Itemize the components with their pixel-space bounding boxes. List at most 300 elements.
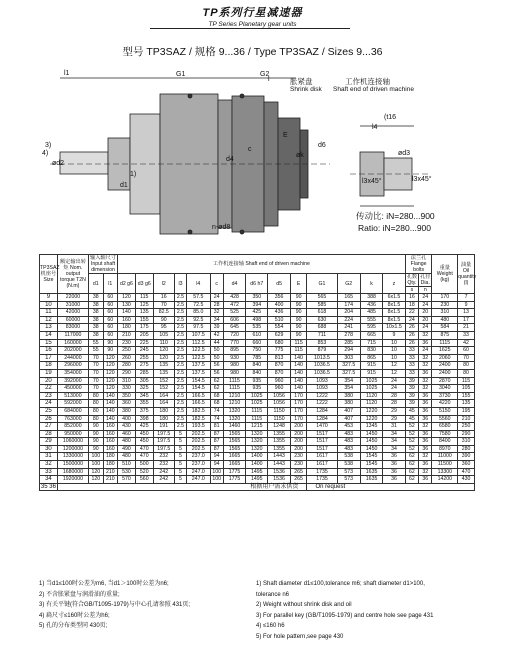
table-cell: 660 (246, 339, 268, 347)
table-cell: 840 (246, 362, 268, 370)
table-cell: 120 (153, 347, 174, 355)
table-cell: 852000 (57, 423, 88, 431)
table-cell: 1248 (268, 423, 290, 431)
table-cell: 935 (246, 385, 268, 393)
size-cell: 9 (40, 294, 58, 302)
table-cell: 20 (419, 316, 432, 324)
table-cell: 1220 (360, 407, 382, 415)
table-cell: 2.5 (174, 324, 186, 332)
table-cell: 152 (153, 385, 174, 393)
table-cell: 39 (405, 400, 418, 408)
table-cell: 490 (118, 445, 136, 453)
table-cell: 2.5 (174, 407, 186, 415)
label-e: E (283, 132, 288, 139)
table-cell: 290 (118, 369, 136, 377)
size-cell: 29 (40, 438, 58, 446)
head-flange: 法兰孔 Flange bolts (405, 255, 432, 274)
table-cell: 915 (360, 369, 382, 377)
table-cell: 618 (307, 309, 337, 317)
table-cell: 10 (383, 347, 405, 355)
table-cell: 265 (290, 476, 307, 484)
table-cell: 230 (432, 301, 458, 309)
table-cell: 197.5 (153, 430, 174, 438)
table-cell: 120 (103, 369, 118, 377)
table-cell: 120 (89, 468, 103, 476)
table-cell: 62 (210, 385, 223, 393)
table-cell: 13300 (432, 468, 458, 476)
table-cell: 52 (405, 445, 418, 453)
table-cell: 90 (89, 423, 103, 431)
table-cell: 34 (383, 445, 405, 453)
table-cell: 1320 (246, 430, 268, 438)
table-cell: 68 (210, 400, 223, 408)
table-cell: 1545 (360, 453, 382, 461)
table-cell: 247.0 (187, 476, 210, 484)
table-cell: 92.5 (187, 316, 210, 324)
table-cell: 398 (135, 415, 153, 423)
table-cell: 232 (153, 461, 174, 469)
table-cell: 354 (337, 385, 360, 393)
table-cell: 11500 (432, 461, 458, 469)
table-cell: 95 (153, 324, 174, 332)
table-cell: 250 (458, 423, 475, 431)
table-cell: 483 (337, 445, 360, 453)
label-mark4: 4) (42, 150, 49, 157)
table-row-on-request (40, 483, 475, 491)
table-cell: 174 (337, 301, 360, 309)
table-cell: 394 (246, 301, 268, 309)
table-cell: 90 (290, 294, 307, 302)
table-cell: 573 (337, 476, 360, 484)
table-cell: 62 (405, 468, 418, 476)
table-cell: 763000 (57, 415, 88, 423)
notes-en (256, 579, 433, 642)
table-cell: 36 (383, 468, 405, 476)
table-cell: 120 (103, 377, 118, 385)
table-row (40, 316, 475, 324)
table-cell: 460 (118, 430, 136, 438)
head-hole: 孔数 Qty. (406, 274, 418, 286)
table-cell: 6x1.5 (383, 294, 405, 302)
table-cell: 140 (290, 369, 307, 377)
table-cell: 785 (246, 354, 268, 362)
page-header (0, 4, 505, 28)
table-cell: 1450 (360, 445, 382, 453)
table-cell: 38 (89, 309, 103, 317)
table-cell: 140 (103, 407, 118, 415)
head-driven: 工作机连接轴 Shaft end of driven machine (118, 255, 406, 274)
note-en: tolerance n6 (256, 591, 290, 598)
size-cell: 11 (40, 309, 58, 317)
table-cell: 585 (307, 301, 337, 309)
size-cell: 28 (40, 430, 58, 438)
notes-cn (39, 579, 190, 632)
table-cell: 1355 (268, 430, 290, 438)
table-cell: 407 (337, 415, 360, 423)
table-cell: 688 (307, 324, 337, 332)
table-cell: 1443 (268, 453, 290, 461)
table-row (40, 445, 475, 453)
table-cell: 90 (153, 316, 174, 324)
table-cell: 210 (118, 331, 136, 339)
table-cell: 34 (383, 430, 405, 438)
table-cell: 960 (268, 385, 290, 393)
table-cell: 8x1.5 (383, 301, 405, 309)
table-cell: 450000 (57, 385, 88, 393)
table-cell: 22 (405, 309, 418, 317)
table-cell: 117000 (57, 331, 88, 339)
table-cell: 90 (89, 445, 103, 453)
table-cell: 80 (458, 369, 475, 377)
table-cell: 105 (458, 385, 475, 393)
table-cell: 140 (103, 400, 118, 408)
table-cell: 154.5 (187, 385, 210, 393)
table-cell: 1150 (268, 407, 290, 415)
note-cn: 3) 有关平键(符合GB/T1095-1979)与中心孔请参照 431页; (39, 602, 191, 608)
table-cell: 480 (118, 438, 136, 446)
table-cell: 430 (458, 476, 475, 484)
note-en: 5) For hole pattern,see page 430 (256, 633, 344, 640)
table-cell: 135 (153, 369, 174, 377)
note-en: 3) For parallel key (GB/T1095-1979) and centre hole see page 431 (256, 612, 434, 619)
table-cell: 80 (89, 400, 103, 408)
table-cell: 453 (337, 423, 360, 431)
table-cell: 24 (419, 301, 432, 309)
label-ratio-cn: 传动比: iN=280...900 (356, 211, 435, 221)
table-cell: 470 (135, 445, 153, 453)
table-cell: 554 (268, 324, 290, 332)
table-cell: 450 (135, 438, 153, 446)
table-cell: 180 (153, 415, 174, 423)
table-cell: 400 (268, 301, 290, 309)
table-cell: 120 (103, 362, 118, 370)
table-cell: 14200 (432, 476, 458, 484)
table-cell: 2.5 (174, 301, 186, 309)
table-row (40, 377, 475, 385)
table-row (40, 430, 475, 438)
table-cell: 5 (174, 430, 186, 438)
head-s: s (405, 287, 418, 294)
table-cell: 42 (458, 339, 475, 347)
head-e: E (290, 274, 307, 294)
table-cell: 879 (307, 347, 337, 355)
table-cell: 247.0 (187, 468, 210, 476)
table-cell: 230 (290, 461, 307, 469)
table-cell: 170 (290, 407, 307, 415)
table-cell: 294 (337, 347, 360, 355)
table-cell: 510 (118, 461, 136, 469)
table-cell: 436 (360, 301, 382, 309)
table-cell: 87 (210, 438, 223, 446)
table-cell: 195 (458, 407, 475, 415)
table-cell: 122.5 (187, 354, 210, 362)
table-cell: 565 (307, 294, 337, 302)
table-cell: 232 (153, 453, 174, 461)
label-l: l (268, 76, 270, 83)
table-cell: 425 (246, 309, 268, 317)
table-cell: 60 (103, 309, 118, 317)
table-cell: 1056 (268, 400, 290, 408)
size-cell: 22 (40, 385, 58, 393)
table-cell: 200 (290, 438, 307, 446)
table-cell: 140 (118, 309, 136, 317)
table-cell: 1115 (246, 407, 268, 415)
table-cell: 1450 (360, 430, 382, 438)
table-cell: 1150 (268, 415, 290, 423)
table-cell: 224 (337, 316, 360, 324)
table-cell: 170 (290, 400, 307, 408)
table-cell: 202000 (57, 347, 88, 355)
table-cell: 407 (337, 407, 360, 415)
table-cell: 2870 (432, 377, 458, 385)
table-cell: 52 (405, 430, 418, 438)
table-cell: 1025 (246, 400, 268, 408)
table-cell: 1735 (307, 476, 337, 484)
table-cell: 9 (458, 301, 475, 309)
table-cell: 12 (383, 369, 405, 377)
table-cell: 105 (153, 331, 174, 339)
table-cell: 1545 (360, 461, 382, 469)
table-cell: 296000 (57, 362, 88, 370)
table-cell: 200 (290, 423, 307, 431)
label-l1: l1 (64, 70, 70, 77)
table-cell: 32 (419, 354, 432, 362)
label-shaft-cn: 工作机连接轴 (345, 77, 390, 86)
table-cell: 1115 (223, 385, 245, 393)
table-cell: 895 (223, 347, 245, 355)
table-cell: 36 (419, 445, 432, 453)
table-cell: 22000 (57, 294, 88, 302)
table-cell: 513000 (57, 392, 88, 400)
table-cell: 115 (135, 294, 153, 302)
table-cell: 140 (290, 377, 307, 385)
head-weight: 重量 Weight (kg) (432, 255, 458, 294)
table-cell: 57.5 (187, 294, 210, 302)
table-cell: 10 (383, 339, 405, 347)
table-cell: 94 (210, 453, 223, 461)
table-cell: 1470 (307, 423, 337, 431)
table-cell: 36 (383, 453, 405, 461)
table-cell: 392000 (57, 377, 88, 385)
table-cell: 45 (405, 415, 418, 423)
table-cell: 472 (223, 301, 245, 309)
head-input: 输入轴尺寸 Input shaft dimension (90, 255, 116, 273)
table-cell: 5 (174, 468, 186, 476)
size-cell: 26 (40, 415, 58, 423)
head-l2: l2 (153, 274, 174, 294)
table-cell: 44 (210, 339, 223, 347)
table-cell: 81 (210, 423, 223, 431)
table-cell: 82.5 (153, 309, 174, 317)
table-cell: 8x1.5 (383, 316, 405, 324)
table-cell: 120 (153, 354, 174, 362)
table-cell: 137.5 (187, 369, 210, 377)
table-cell: 12 (383, 362, 405, 370)
table-cell: 26 (405, 331, 418, 339)
table-row (40, 369, 475, 377)
table-cell: 182.5 (187, 407, 210, 415)
table-cell: 350 (246, 294, 268, 302)
table-cell: 1120 (360, 392, 382, 400)
table-cell: 18 (405, 301, 418, 309)
table-cell: 715 (360, 339, 382, 347)
spec-body (40, 294, 475, 491)
head-dia: 孔径 Dia. (420, 274, 431, 286)
table-cell: 28 (210, 301, 223, 309)
table-cell: 1222 (307, 400, 337, 408)
table-cell: 470 (458, 468, 475, 476)
table-cell: 115 (290, 347, 307, 355)
table-cell: 42 (210, 331, 223, 339)
size-cell: 15 (40, 339, 58, 347)
table-cell: 2.5 (174, 354, 186, 362)
table-cell: 60 (103, 324, 118, 332)
table-cell: 1680000 (57, 468, 88, 476)
table-cell: 2060 (432, 354, 458, 362)
table-cell: 28 (383, 400, 405, 408)
table-cell: 610 (246, 331, 268, 339)
table-cell: 191 (153, 423, 174, 431)
label-dk: øk (296, 152, 304, 159)
table-cell: 90 (290, 309, 307, 317)
table-cell: 87 (210, 430, 223, 438)
head-t2n: 额定输出转矩 Nom. output torque T2N (N.m) (57, 255, 88, 294)
table-cell: 70 (458, 354, 475, 362)
table-row (40, 324, 475, 332)
head-z: z (383, 274, 405, 294)
table-cell: 525 (223, 309, 245, 317)
table-cell: 720 (223, 331, 245, 339)
table-cell: 110 (153, 339, 174, 347)
table-cell: 1500000 (57, 461, 88, 469)
table-row (40, 392, 475, 400)
table-cell: 62 (405, 476, 418, 484)
table-row (40, 362, 475, 370)
table-cell: 1355 (268, 438, 290, 446)
table-cell: 255 (135, 354, 153, 362)
table-cell: 182.5 (187, 415, 210, 423)
table-cell: 180 (103, 453, 118, 461)
table-cell: 375 (135, 407, 153, 415)
table-cell: 39 (405, 392, 418, 400)
table-cell: 210 (103, 476, 118, 484)
table-cell: 1565 (223, 430, 245, 438)
table-cell: 2.5 (174, 309, 186, 317)
table-cell: 32 (419, 423, 432, 431)
table-cell: 354000 (57, 369, 88, 377)
table-cell: 930 (223, 354, 245, 362)
table-cell: 1210 (223, 392, 245, 400)
size-cell: 10 (40, 301, 58, 309)
table-row (40, 415, 475, 423)
table-cell: 36 (383, 461, 405, 469)
label-t16: (t16 (384, 114, 397, 121)
table-cell: 1284 (307, 407, 337, 415)
table-cell: 436 (268, 309, 290, 317)
table-cell: 80 (458, 362, 475, 370)
table-cell: 70 (89, 369, 103, 377)
table-cell: 530 (118, 468, 136, 476)
table-cell: 237.0 (187, 461, 210, 469)
table-cell: 1060000 (57, 438, 88, 446)
table-cell: 430 (118, 423, 136, 431)
table-cell: 380 (337, 392, 360, 400)
table-cell: 606 (223, 316, 245, 324)
size-cell: 24 (40, 400, 58, 408)
table-cell: 197.5 (153, 438, 174, 446)
table-cell: 32 (419, 468, 432, 476)
table-cell: 115 (458, 377, 475, 385)
table-row (40, 294, 475, 302)
table-cell: 285 (337, 339, 360, 347)
table-cell: 2.5 (174, 347, 186, 355)
table-cell: 290 (458, 430, 475, 438)
table-cell: 5 (174, 461, 186, 469)
head-size: TP3SAZ 机座号 Size (40, 255, 58, 294)
table-cell: 29 (383, 407, 405, 415)
table-cell: 115 (290, 339, 307, 347)
table-cell: 70 (89, 377, 103, 385)
table-cell: 1320 (223, 415, 245, 423)
size-cell: 34 (40, 476, 58, 484)
label-g1: G1 (176, 71, 186, 78)
table-cell: 535 (246, 324, 268, 332)
table-cell: 1565 (223, 445, 245, 453)
table-cell: 94 (210, 461, 223, 469)
table-cell: 100 (89, 461, 103, 469)
table-cell: 155 (135, 316, 153, 324)
size-cell: 13 (40, 324, 58, 332)
table-cell: 11000 (432, 453, 458, 461)
table-cell: 180 (153, 407, 174, 415)
table-cell: 70 (153, 301, 174, 309)
table-cell: 197.5 (153, 445, 174, 453)
head-l1: l1 (103, 274, 118, 294)
table-cell: 90 (290, 316, 307, 324)
table-cell: 3730 (432, 392, 458, 400)
table-cell: 17 (458, 316, 475, 324)
table-cell: 140 (103, 392, 118, 400)
table-cell: 7580 (432, 430, 458, 438)
table-cell: 32 (419, 377, 432, 385)
table-cell: 1025 (360, 385, 382, 393)
table-cell: 278 (337, 331, 360, 339)
table-cell: 2.5 (174, 331, 186, 339)
table-cell: 200 (290, 445, 307, 453)
table-cell: 90 (89, 430, 103, 438)
table-cell: 1775 (223, 468, 245, 476)
size-cell: 33 (40, 468, 58, 476)
table-cell: 280 (458, 445, 475, 453)
size-cell: 35 36 (40, 483, 56, 490)
table-cell: 327.5 (337, 369, 360, 377)
table-cell: 2400 (432, 362, 458, 370)
table-cell: 160 (103, 445, 118, 453)
table-cell: 8970 (432, 445, 458, 453)
table-cell: 36 (419, 407, 432, 415)
table-cell: 155 (458, 392, 475, 400)
table-cell: 29 (383, 415, 405, 423)
table-cell: 2.5 (174, 400, 186, 408)
table-cell: 470 (135, 453, 153, 461)
table-cell: 60 (103, 331, 118, 339)
table-cell: 388 (360, 294, 382, 302)
table-cell: 160000 (57, 339, 88, 347)
table-row (40, 347, 475, 355)
table-cell: 2.5 (174, 385, 186, 393)
table-cell: 1320 (223, 407, 245, 415)
table-cell: 38 (89, 294, 103, 302)
